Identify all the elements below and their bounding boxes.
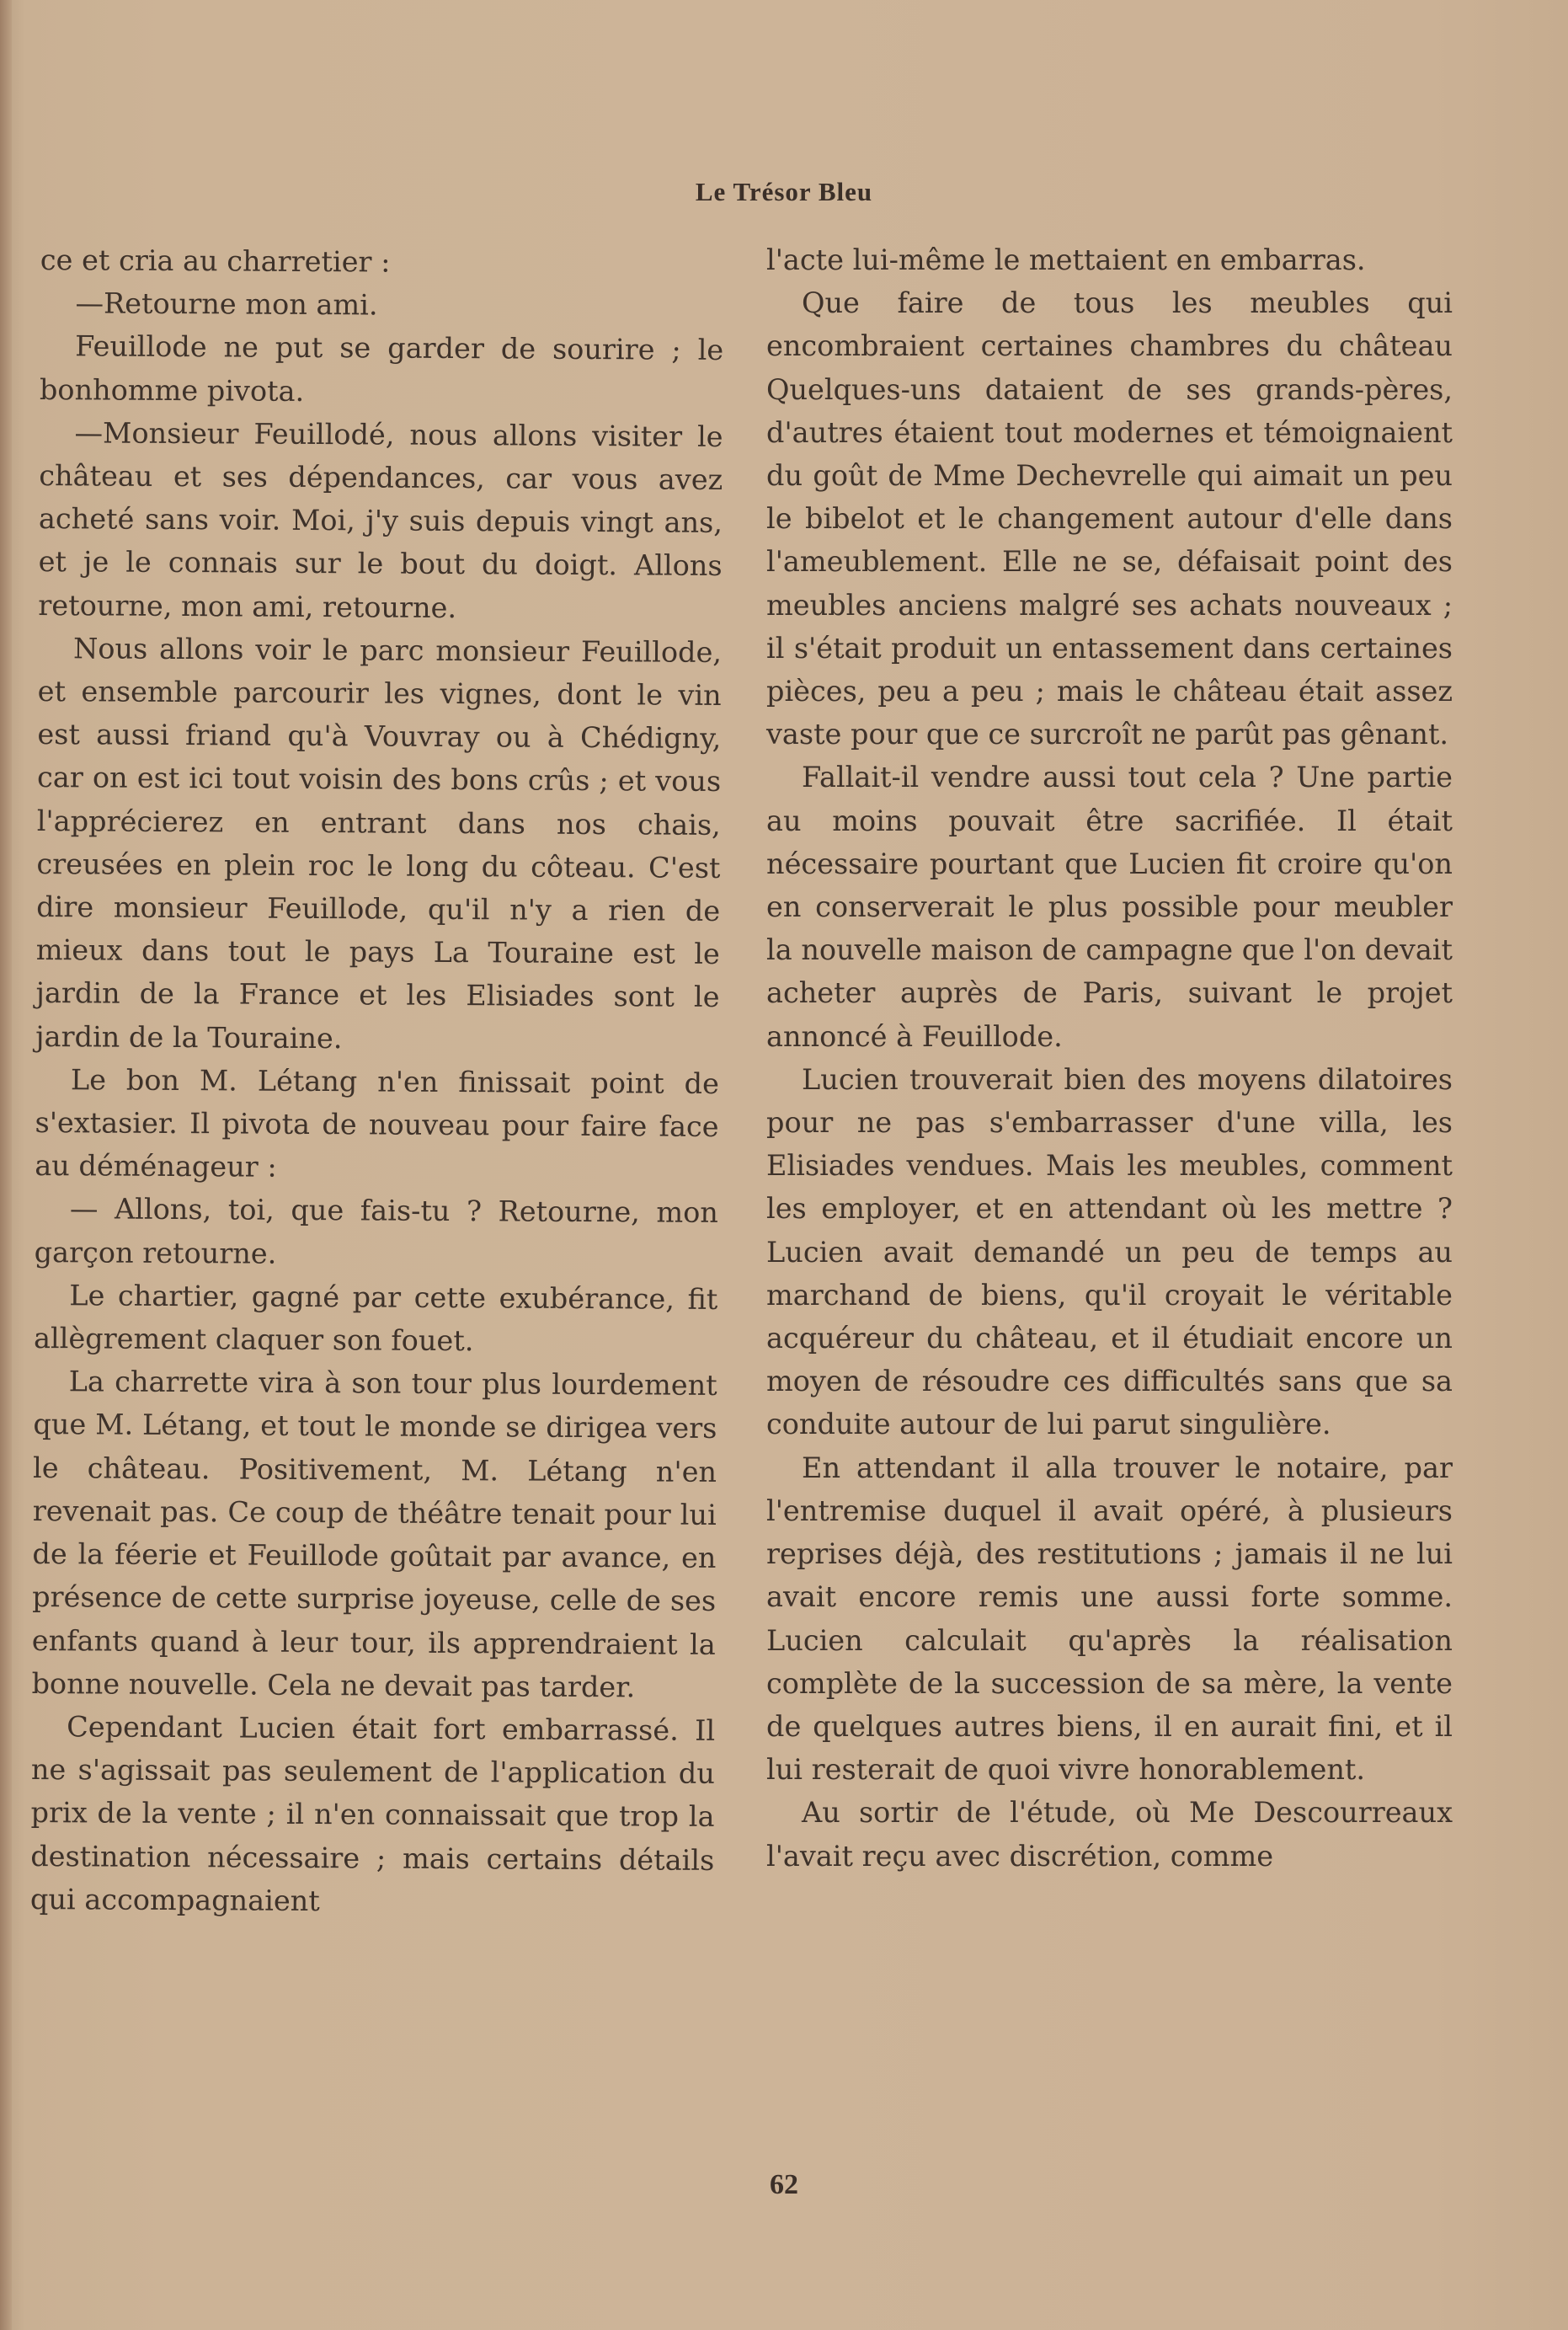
paragraph: Au sortir de l'étude, où Me Descourreaux l'avait reçu avec discrétion, comme [766, 1796, 1453, 1873]
page-gutter-shadow [0, 0, 12, 2330]
paragraph: Le bon M. Létang n'en finissait point de s'extasier. Il pivota de nouveau pour faire face au déménageur : [35, 1063, 720, 1184]
paragraph: ce et cria au charretier : [40, 243, 391, 279]
paragraph: Que faire de tous les meubles qui encombraient certaines chambres du château Quelques-uns dataient de ses grands-pères, d'autres étaient tout modernes et témoignaient du goût de Mme Dechevrelle qui aimait un peu le bibelot et le changement autour d'elle dans l'ameublement. Elle ne se, défaisait point des meubles anciens malgré ses achats nouveaux ; il s'était produit un entassement dans certaines pièces, peu a peu ; mais le château était assez vaste pour que ce surcroît ne parût pas gênant. [766, 286, 1453, 751]
paragraph: Lucien trouverait bien des moyens dilatoires pour ne pas s'embarrasser d'une villa, les Elisiades vendues. Mais les meubles, comment les employer, et en attendant où les mettre ? Lucien avait demandé un peu de temps au marchand de biens, qu'il croyait le véritable acquéreur du château, et il étudiait encore un moyen de résoudre ces difficultés sans que sa conduite autour de lui parut singulière. [766, 1062, 1453, 1441]
right-text-column [766, 238, 1453, 1878]
paragraph: —Retourne mon ami. [75, 286, 378, 322]
paragraph: Cependant Lucien était fort embarrassé. Il ne s'agissait pas seulement de l'application du prix de la vente ; il n'en connaissait que trop la destination nécessaire ; mais certains détails qui accompagnaient [29, 1710, 716, 1917]
page-number: 62 [770, 2169, 798, 2200]
paragraph: Nous allons voir le parc monsieur Feuillode, et ensemble parcourir les vignes, dont le vin est aussi friand qu'à Vouvray ou à Chédigny, car on est ici tout voisin des bons crûs ; et vous l'apprécierez en entrant dans nos chais, creusées en plein roc le long du côteau. C'est dire monsieur Feuillode, qu'il n'y a rien de mieux dans tout le pays La Touraine est le jardin de la France et les Elisiades sont le jardin de la Touraine. [35, 632, 723, 1055]
paragraph: Le chartier, gagné par cette exubérance, fit allègrement claquer son fouet. [33, 1279, 718, 1358]
paragraph: Fallait-il vendre aussi tout cela ? Une partie au moins pouvait être sacrifiée. Il était nécessaire pourtant que Lucien fit croire qu'on en conserverait le plus possible pour meubler la nouvelle maison de campagne que l'on devait acheter auprès de Paris, suivant le projet annoncé à Feuillode. [766, 761, 1453, 1053]
paragraph: —Monsieur Feuillodé, nous allons visiter le château et ses dépendances, car vous avez acheté sans voir. Moi, j'y suis depuis vingt ans, et je le connais sur le bout du doigt. Allons retourne, mon ami, retourne. [38, 416, 723, 624]
left-text-column [30, 238, 724, 1925]
paragraph: La charrette vira à son tour plus lourdement que M. Létang, et tout le monde se dirigea vers le château. Positivement, M. Létang n'en revenait pas. Ce coup de théâtre tenait pour lui de la féerie et Feuillode goûtait par avance, en présence de cette surprise joyeuse, celle de ses enfants quand à leur tour, ils apprendraient la bonne nouvelle. Cela ne devait pas tarder. [31, 1365, 717, 1704]
running-head: Le Trésor Bleu [695, 177, 873, 206]
paragraph: — Allons, toi, que fais-tu ? Retourne, mon garçon retourne. [34, 1192, 719, 1270]
paragraph: En attendant il alla trouver le notaire, par l'entremise duquel il avait opéré, à plusieurs reprises déjà, des restitutions ; jamais il ne lui avait encore remis une aussi forte somme. Lucien calculait qu'après la réalisation complète de la succession de sa mère, la vente de quelques autres biens, il en aurait fini, et il lui resterait de quoi vivre honorablement. [766, 1451, 1453, 1787]
paragraph: l'acte lui-même le mettaient en embarras. [766, 243, 1366, 276]
paragraph: Feuillode ne put se garder de sourire ; le bonhomme pivota. [39, 329, 724, 408]
